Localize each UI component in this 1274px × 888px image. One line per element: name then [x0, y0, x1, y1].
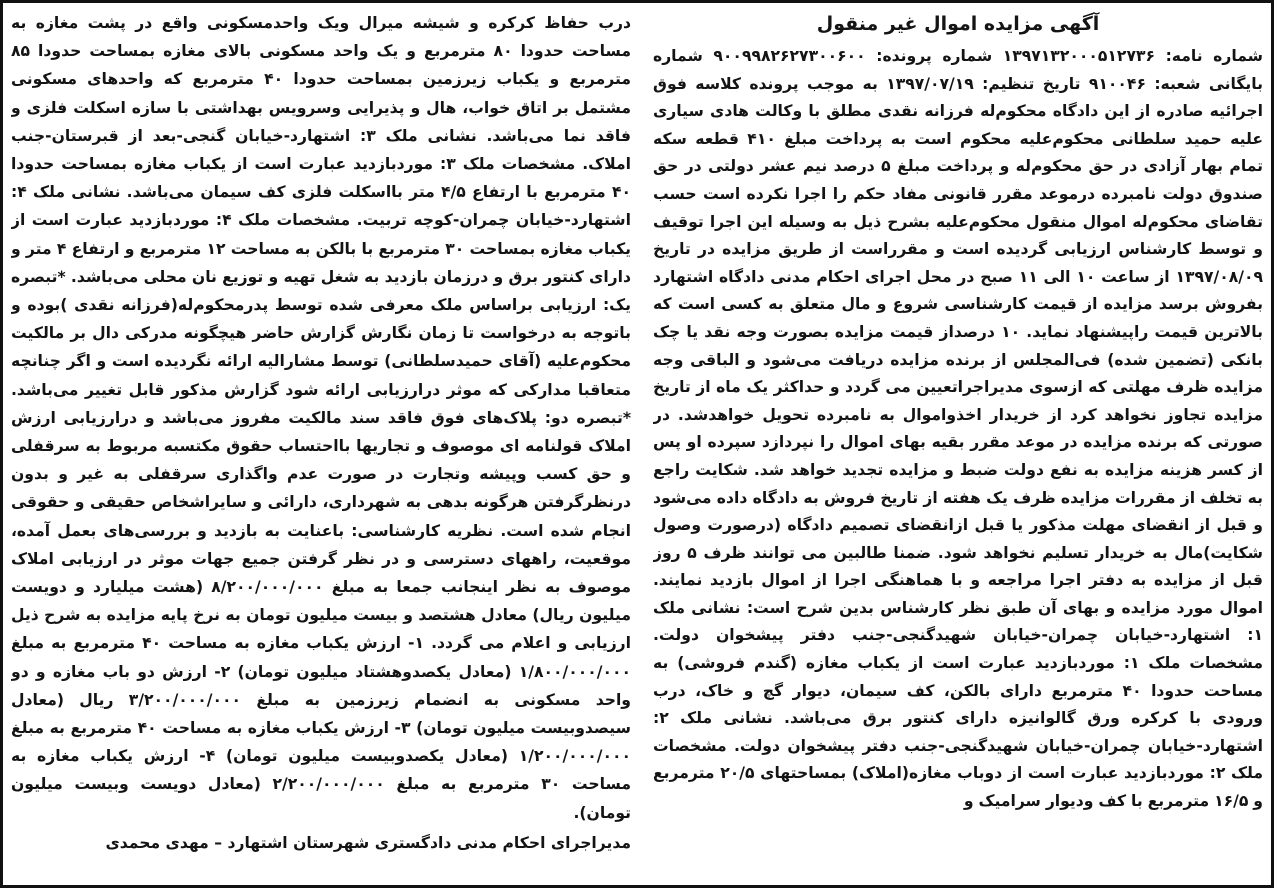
left-column-text: درب حفاظ کرکره و شیشه میرال ویک واحدمسکونی واقع در پشت مغازه به مساحت حدودا ۸۰ مترمربع و یک واحد مسکونی بالای مغازه بمساحت حدودا ۸۵ مترمربع و یکباب زیرزمین بمساحت حدودا ۴۰ مترمربع که واحدهای مسکونی مشتمل بر اتاق خواب، هال و پذیرایی وسرویس بهداشتی با سازه اسکلت فلزی و فاقد نما می‌باشد. نشانی ملک ۳: اشتهارد-خیابان گنجی-بعد از قبرستان-جنب املاک. مشخصات ملک ۳: موردبازدید عبارت است از یکباب مغازه بمساحت حدودا ۴۰ مترمربع با ارتفاع ۴/۵ متر بااسکلت فلزی کف سیمان می‌باشد. نشانی ملک ۴: اشتهارد-خیابان چمران-کوچه تربیت. مشخصات ملک ۴: موردبازدید عبارت است از یکباب مغازه بمساحت ۳۰ مترمربع با بالکن به مساحت ۱۲ مترمربع و ارتفاع ۴ متر و دارای کنتور برق و درزمان بازدید به شغل تهیه و توزیع نان محلی می‌باشد. *تبصره یک: ارزیابی براساس ملک معرفی شده توسط پدرمحکوم‌له(فرزانه نقدی )بوده و باتوجه به درخواست تا زمان نگارش گزارش حاضر هیچگونه مدرکی دال بر مالکیت محکوم‌علیه (آقای حمیدسلطانی) توسط مشارالیه ارائه نگردیده است و اگر چنانچه متعاقبا مدارکی که موثر درارزیابی ارائه شود گزارش مذکور قابل تغییر می‌باشد. *تبصره دو: پلاک‌های فوق فاقد سند مالکیت مفروز می‌باشد و درارزیابی ارزش املاک قولنامه ای موصوف و تجاریها بااحتساب حقوق مکتسبه مربوط به سرقفلی و حق کسب وپیشه وتجارت در صورت عدم واگذاری سرقفلی به غیر و بدون درنظرگرفتن هرگونه بدهی به شهرداری، دارائی و سایراشخاص حقیقی و حقوقی انجام شده است. نظریه کارشناسی: باعنایت به بازدید و بررسی‌های بعمل آمده، موقعیت، راههای دسترسی و در نظر گرفتن جمیع جهات موثر در ارزیابی املاک موصوف به نظر اینجانب جمعا به مبلغ ۸/۲۰۰/۰۰۰/۰۰۰ (هشت میلیارد و دویست میلیون ریال) معادل هشتصد و بیست میلیون تومان به نرخ پایه مزایده به شرح ذیل ارزیابی و اعلام می گردد. ۱- ارزش یکباب مغازه به مساحت ۴۰ مترمربع به مبلغ ۱/۸۰۰/۰۰۰/۰۰۰ (معادل یکصدوهشتاد میلیون تومان) ۲- ارزش دو باب مغازه و دو واحد مسکونی به انضمام زیرزمین به مبلغ ۳/۲۰۰/۰۰۰/۰۰۰ ریال (معادل سیصدوبیست میلیون تومان) ۳- ارزش یکباب مغازه به مساحت ۴۰ مترمربع به مبلغ ۱/۲۰۰/۰۰۰/۰۰۰ (معادل یکصدوبیست میلیون تومان) ۴- ارزش یکباب مغازه به مساحت ۳۰ مترمربع به مبلغ ۲/۲۰۰/۰۰۰/۰۰۰ (معادل دویست وبیست میلیون تومان). — [11, 14, 631, 822]
right-column — [653, 9, 1263, 879]
right-column-text: شماره نامه: ۱۳۹۷۱۳۲۰۰۰۵۱۲۷۳۶ شماره پرونده: ۹۰۰۹۹۸۲۶۲۷۳۰۰۶۰۰ شماره بایگانی شعبه: ۹۱۰۰۴۶ تاریخ تنظیم: ۱۳۹۷/۰۷/۱۹ به موجب پرونده کلاسه فوق اجرائیه صادره از این دادگاه محکوم‌له فرزانه نقدی مطلق با وکالت هادی سیاری علیه حمید سلطانی محکوم‌علیه محکوم است به پرداخت مبلغ ۴۱۰ قطعه سکه تمام بهار آزادی در حق محکوم‌له و پرداخت مبلغ ۵ درصد نیم عشر دولتی در حق صندوق دولت نامبرده درموعد مقرر قانونی مفاد حکم را اجرا نکرده است حسب تقاضای محکوم‌له اموال منقول محکوم‌علیه بشرح ذیل به وسیله این اجرا توقیف و توسط کارشناس ارزیابی گردیده است و مقرراست از طریق مزایده در تاریخ ۱۳۹۷/۰۸/۰۹ از ساعت ۱۰ الی ۱۱ صبح در محل اجرای احکام مدنی دادگاه اشتهارد بفروش برسد مزایده از قیمت کارشناسی شروع و مال متعلق به کسی است که بالاترین قیمت راپیشنهاد نماید. ۱۰ درصداز قیمت مزایده بصورت وجه نقد یا چک بانکی (تضمین شده) فی‌المجلس از برنده مزایده دریافت می‌شود و الباقی وجه مزایده ظرف مهلتی که ازسوی مدیراجراتعیین می گردد و حداکثر یک ماه از تاریخ مزایده تجاوز نخواهد کرد از خریدار اخذواموال به نامبرده تحویل خواهدشد. در صورتی که برنده مزایده در موعد مقرر بقیه بهای اموال را نپردازد سپرده او پس از کسر هزینه مزایده به نفع دولت ضبط و مزایده تجدید خواهد شد. شکایت راجع به تخلف از مقررات مزایده ظرف یک هفته از تاریخ فروش به دادگاه داده می‌شود و قبل از انقضای مهلت مذکور یا قبل ازانقضای تصمیم دادگاه (درصورت وصول شکایت)مال به خریدار تسلیم نخواهد شود. ضمنا طالبین می توانند ظرف ۵ روز قبل از مزایده به دفتر اجرا مراجعه و با هماهنگی اجرا از اموال بازدید نمایند. اموال مورد مزایده و بهای آن طبق نظر کارشناس بدین شرح است: نشانی ملک ۱: اشتهارد-خیابان چمران-خیابان شهیدگنجی-جنب دفتر پیشخوان دولت. مشخصات ملک ۱: موردبازدید عبارت است از یکباب مغازه (گندم فروشی) به مساحت حدودا ۴۰ مترمربع دارای بالکن، کف سیمان، دیوار گچ و خاک، درب ورودی با کرکره ورق گالوانیزه دارای کنتور برق می‌باشد. نشانی ملک ۲: اشتهارد-خیابان چمران-خیابان شهیدگنجی-جنب دفتر پیشخوان دولت. مشخصات ملک ۲: موردبازدید عبارت است از دوباب مغازه(املاک) بمساحتهای ۲۰/۵ مترمربع و ۱۶/۵ مترمربع با کف ودیوار سرامیک و — [653, 47, 1263, 811]
notice-title: آگهی مزایده اموال غیر منقول — [816, 13, 1100, 35]
signature-line: مدیراجرای احکام مدنی دادگستری شهرستان اشتهارد – مهدی محمدی — [105, 833, 631, 852]
left-column — [11, 9, 631, 879]
